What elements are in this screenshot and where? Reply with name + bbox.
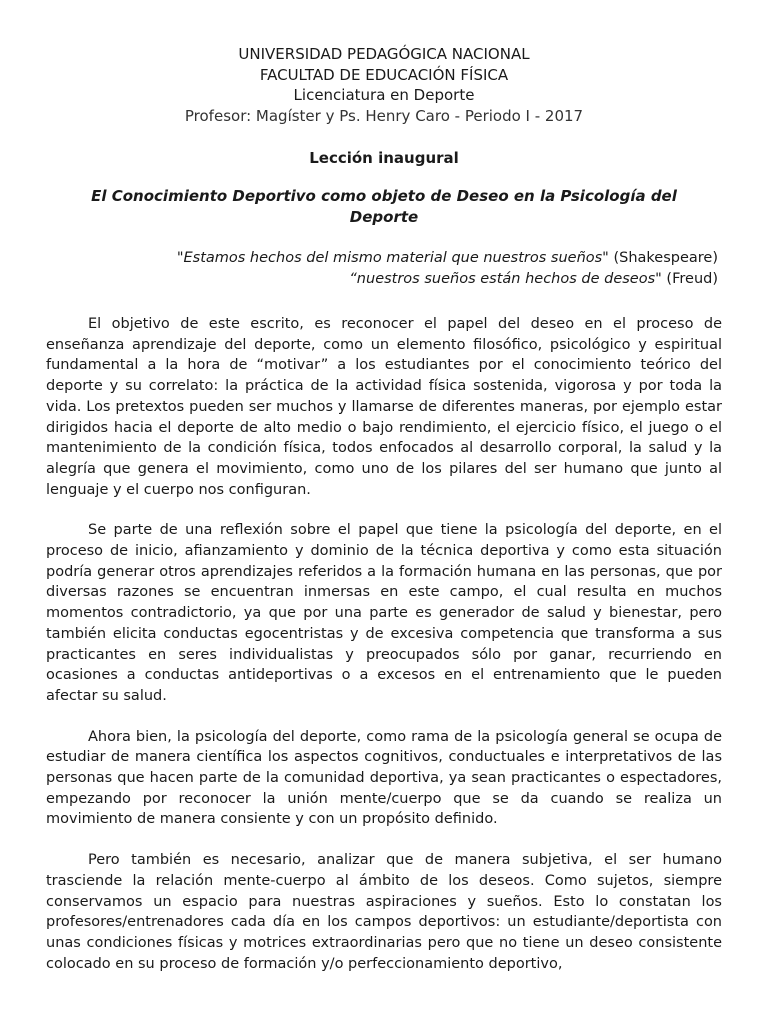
epigraphs [46, 248, 722, 290]
paragraph-2: Se parte de una reflexión sobre el papel que tiene la psicología del deporte, en el proceso de inicio, afianzamiento y dominio de la técnica deportiva y como esta situación podría generar otros aprendizajes referidos a la formación humana en las personas, que por diversas razones se encuentran inmersas en este campo, el cual resulta en muchos momentos contradictorio, ya que por una parte es generador de salud y bienestar, pero también elicita conductas egocentristas y de excesiva competencia que transforma a sus practicantes en seres individualistas y preocupados sólo por ganar, recurriendo en ocasiones a conductas antideportivas o a excesos en el entrenamiento que le pueden afectar su salud. [46, 522, 722, 704]
professor-line: Profesor: Magíster y Ps. Henry Caro - Periodo I - 2017 [184, 106, 584, 125]
lesson-label: Lección inaugural [309, 149, 459, 167]
university-name: UNIVERSIDAD PEDAGÓGICA NACIONAL [238, 45, 530, 63]
paragraph-4: Pero también es necesario, analizar que de manera subjetiva, el ser humano trasciende la relación mente-cuerpo al ámbito de los deseos. Como sujetos, siempre conservamos un espacio para nuestras aspiraciones y sueños. Esto lo constatan los profesores/entrenadores cada día en los campos deportivos: un estudiante/deportista con unas condiciones físicas y motrices extraordinarias pero que no tiene un deseo consistente colocado en su proceso de formación y/o perfeccionamiento deportivo, [46, 852, 722, 972]
paragraph-3: Ahora bien, la psicología del deporte, como rama de la psicología general se ocupa de estudiar de manera científica los aspectos cognitivos, conductuales e interpretativos de las personas que hacen parte de la comunidad deportiva, ya sean practicantes o espectadores, empezando por reconocer la unión mente/cuerpo que se da cuando se realiza un movimiento de manera consiente y con un propósito definido. [46, 728, 722, 828]
faculty-name: FACULTAD DE EDUCACIÓN FÍSICA [259, 65, 509, 84]
epigraph-quote: "Estamos hechos del mismo material que nuestros sueños" [176, 250, 609, 266]
paragraph-1: El objetivo de este escrito, es reconocer el papel del deseo en el proceso de enseñanza aprendizaje del deporte, como un elemento filosófico, psicológico y espiritual fundamental a la hora de “motivar” a los estudiantes por el conocimiento teórico del deporte y su correlato: la práctica de la actividad física sostenida, vigorosa y por toda la vida. Los pretextos pueden ser muchos y llamarse de diferentes maneras, por ejemplo estar dirigidos hacia el deporte de alto medio o bajo rendimiento, el ejercicio físico, el juego o el mantenimiento de la condición física, todos enfocados al desarrollo corporal, la salud y la alegría que genera el movimiento, como uno de los pilares del ser humano que junto al lenguaje y el cuerpo nos configuran. [46, 316, 722, 498]
epigraph-author: (Freud) [661, 271, 718, 287]
essay-body [46, 314, 722, 974]
document-header [46, 44, 722, 126]
program-name: Licenciatura en Deporte [293, 86, 475, 104]
epigraph-shakespeare [46, 248, 718, 269]
essay-title: El Conocimiento Deportivo como objeto de Deseo en la Psicología del Deporte [91, 187, 677, 226]
epigraph-freud [46, 269, 718, 290]
epigraph-author: (Shakespeare) [608, 250, 718, 266]
epigraph-quote: “nuestros sueños están hechos de deseos" [349, 271, 662, 287]
